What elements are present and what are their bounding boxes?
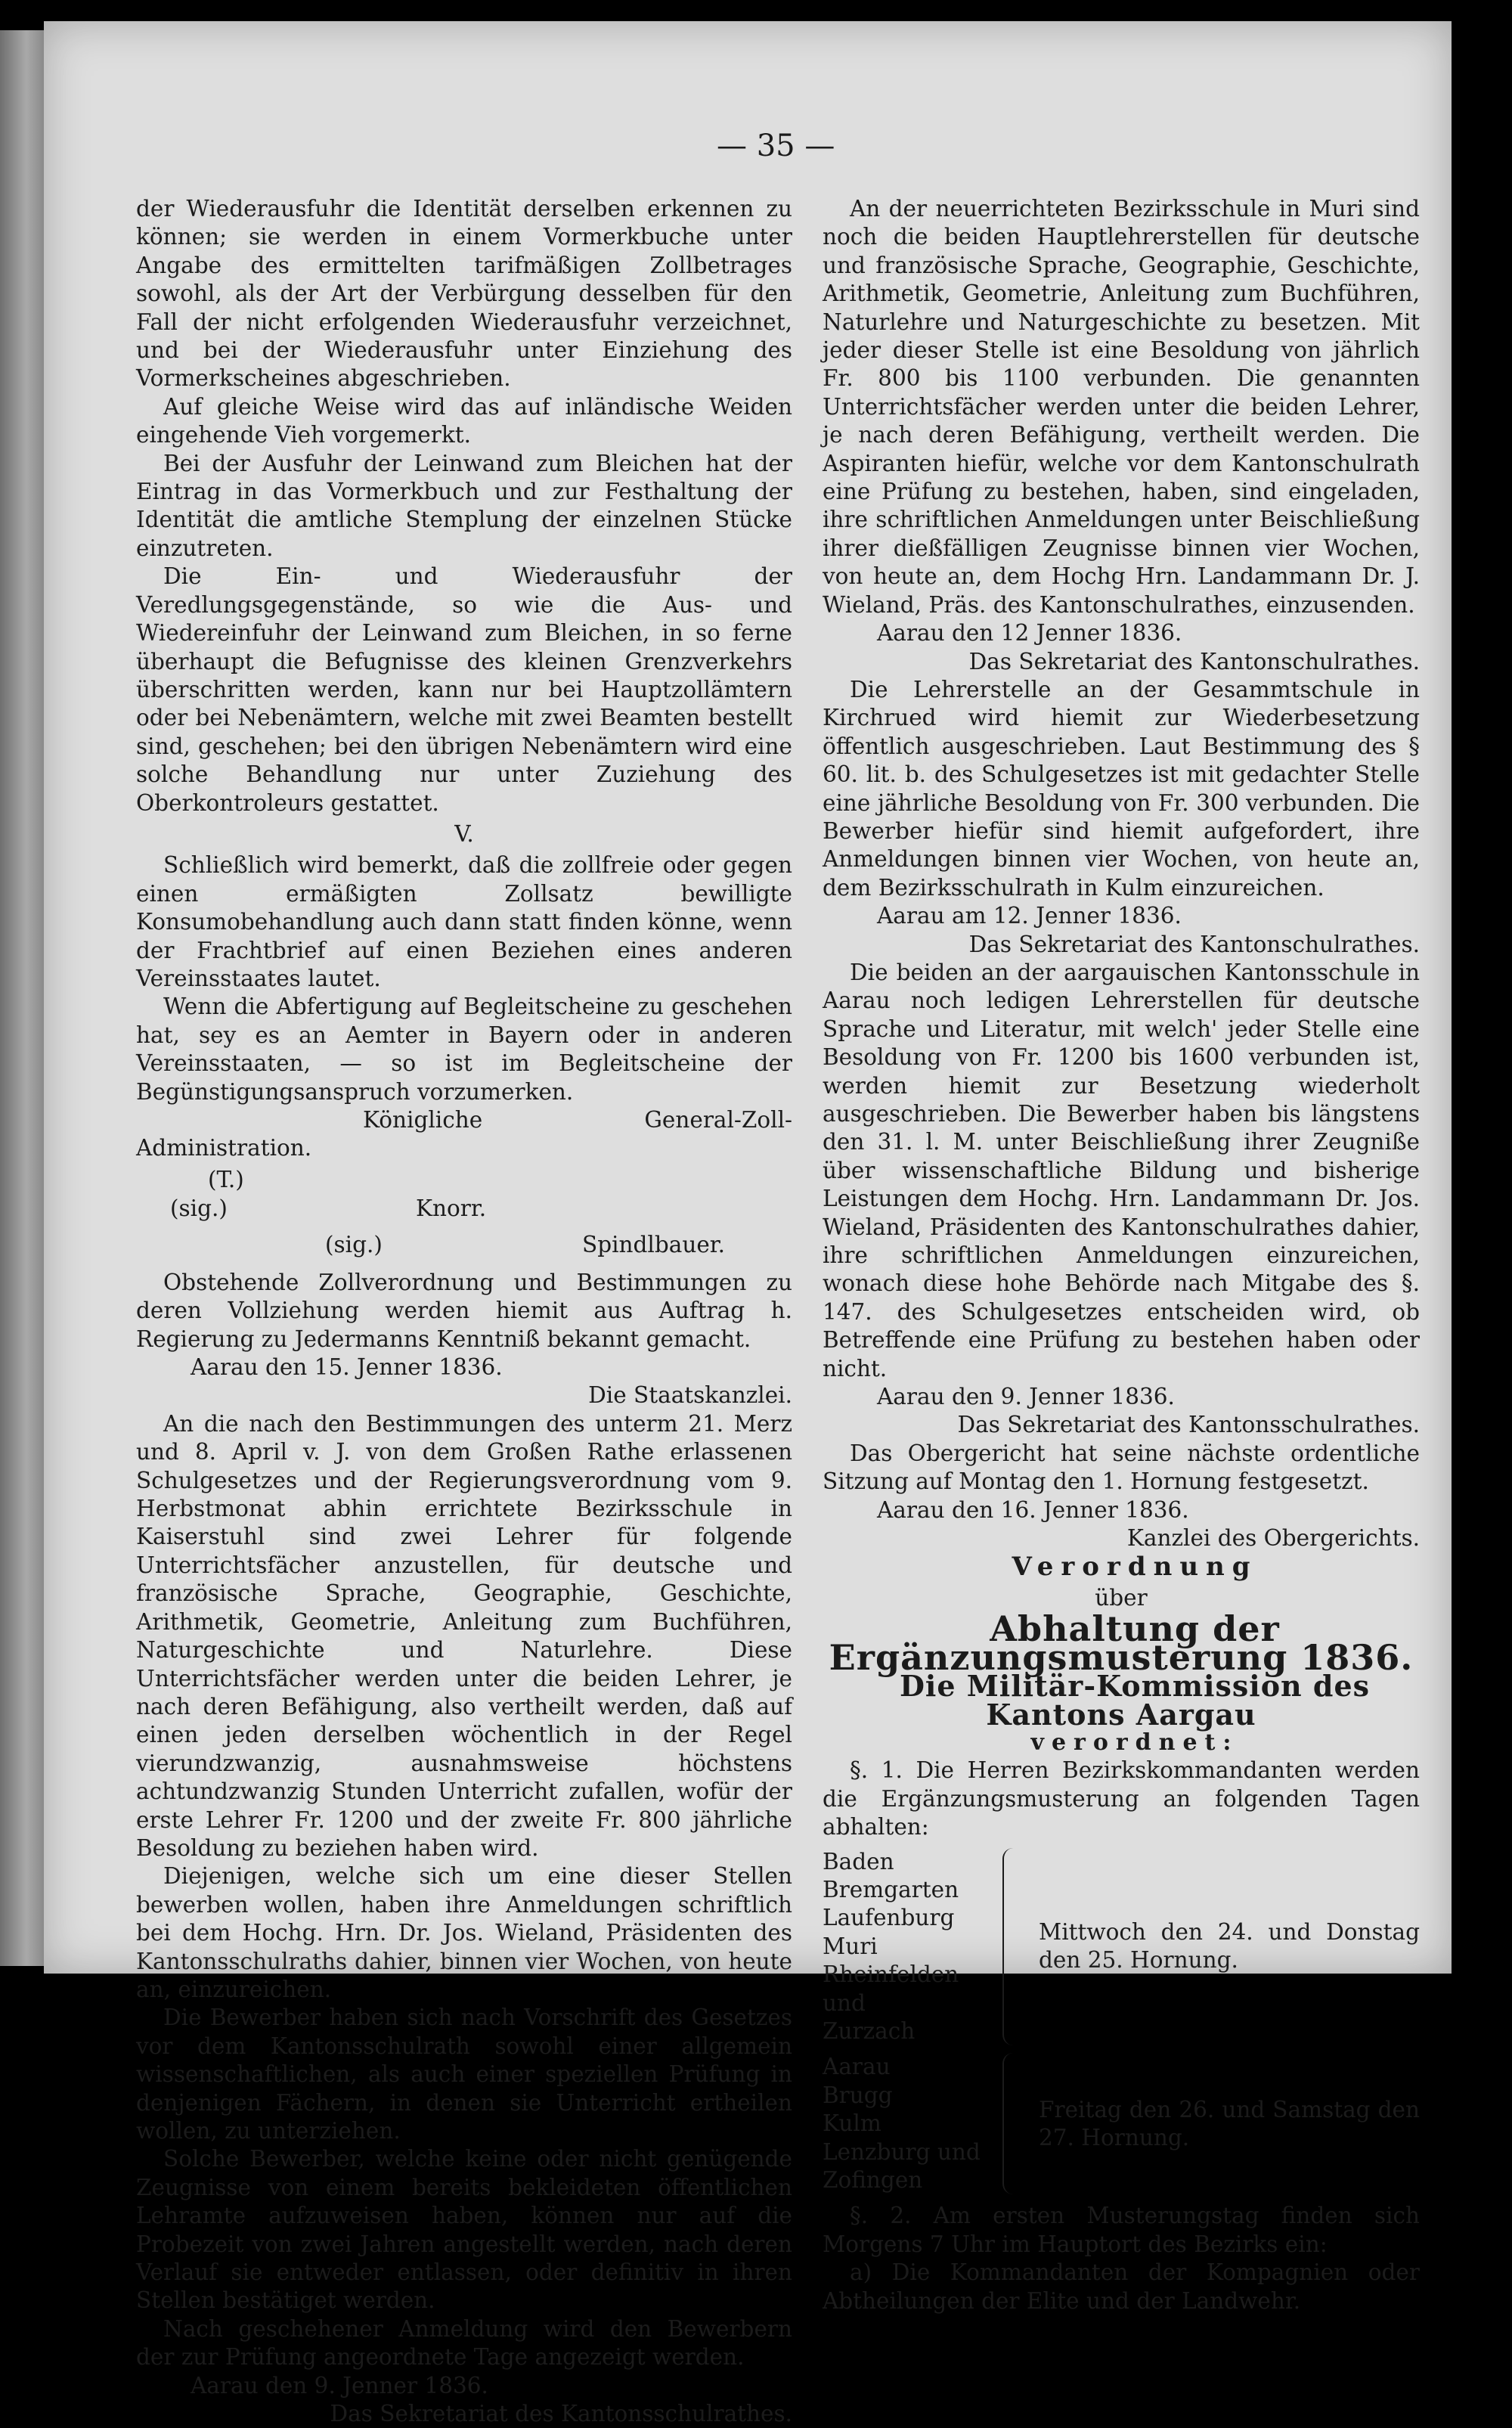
signature-line: Das Sekretariat des Kantonschulrathes. (968, 648, 1420, 674)
town-list (823, 1848, 996, 2046)
paragraph: An der neuerrichteten Bezirksschule in Muri sind noch die beiden Hauptlehrerstellen für deutsche und französische Sprache, Geographie, Geschichte, Arithmetik, Geometrie, Anleitung zum Buchführen, Naturlehre und Naturgeschichte zu besetzen. Mit jeder dieser Stelle ist eine Besoldung von jährlich Fr. 800 bis 1100 verbunden. Die genannten Unterrichtsfächer werden unter die beiden Lehrer, je nach deren Befähigung, vertheilt werden. Die Aspiranten hiefür, welche vor dem Kantonschulrath eine Prüfung zu bestehen, haben, sind eingeladen, ihre schriftlichen Anmeldungen unter Beischließung ihrer dießfälligen Zeugnisse binnen vier Wochen, von heute an, dem Hochg Hrn. Landammann Dr. J. Wieland, Präs. des Kantonschulrathes, einzusenden. (823, 196, 1420, 618)
town: Zurzach (823, 2018, 916, 2044)
administration-signature: Königliche General-Zoll-Administration. (136, 1107, 792, 1161)
paragraph: §. 2. Am ersten Musterungstag finden sich Morgens 7 Uhr im Hauptort des Bezirks ein: (823, 2203, 1420, 2257)
signature-line: Das Sekretariat des Kantonschulrathes. (968, 931, 1420, 957)
commission-heading: Die Militär-Kommission des Kantons Aargau (899, 1669, 1371, 1732)
date-line: Aarau den 9. Jenner 1836. (191, 2372, 488, 2399)
paragraph: Das Obergericht hat seine nächste ordentliche Sitzung auf Montag den 1. Hornung festgesetzt. (823, 1440, 1420, 1495)
paragraph: Wenn die Abfertigung auf Begleitscheine zu geschehen hat, sey es an Aemter in Bayern oder in anderen Vereinsstaaten, — so ist im Begleitscheine der Begünstigungsanspruch vorzumerken. (136, 994, 792, 1105)
brace (1002, 1848, 1033, 2046)
paragraph: §. 1. Die Herren Bezirkskommandanten werden die Ergänzungsmusterung an folgenden Tagen abhalten: (823, 1757, 1420, 1840)
paragraph: Die Ein- und Wiederausfuhr der Veredlungsgegenstände, so wie die Aus- und Wiedereinfuhr der Leinwand zum Bleichen, in so ferne überhaupt die Befugnisse des kleinen Grenzverkehrs überschritten werden, kann nur bei Hauptzollämtern oder bei Nebenämtern, welche mit zwei Beamten bestellt sind, geschehen; bei den übrigen Nebenämtern wird eine solche Behandlung nur unter Zuziehung des Oberkontroleurs gestattet. (136, 563, 792, 816)
town: Aarau (823, 2054, 891, 2080)
town: Bremgarten (823, 1876, 959, 1902)
paragraph: Die Lehrerstelle an der Gesammtschule in Kirchrued wird hiemit zur Wiederbesetzung öffentlich ausgeschrieben. Laut Bestimmung des § 60. lit. b. des Schulgesetzes ist mit gedachter Stelle eine jährliche Besoldung von Fr. 300 verbunden. Die Bewerber hiefür sind hiemit aufgefordert, ihre Anmeldungen binnen vier Wochen, von heute an, dem Bezirksschulrath in Kulm einzureichen. (823, 676, 1420, 901)
town: Rheinfelden und (823, 1961, 959, 2016)
town: Kulm (823, 2110, 881, 2137)
signature-line: Kanzlei des Obergerichts. (1126, 1525, 1420, 1552)
right-column (823, 195, 1420, 2315)
schedule-group-1 (823, 1848, 1420, 2046)
section-heading: V. (454, 820, 474, 847)
town: Brugg (823, 2082, 893, 2108)
paragraph: Bei der Ausfuhr der Leinwand zum Bleichen hat der Eintrag in das Vormerkbuch und zur Festhaltung der Identität die amtliche Stemplung der einzelnen Stücke einzutreten. (136, 450, 792, 561)
signature-line: Die Staatskanzlei. (588, 1382, 792, 1409)
paragraph: Obstehende Zollverordnung und Bestimmungen zu deren Vollziehung werden hiemit aus Auftrag h. Regierung zu Jedermanns Kenntniß bekannt gemacht. (136, 1269, 792, 1352)
ordinance-subheading: über (1095, 1584, 1148, 1611)
paragraph: Nach geschehener Anmeldung wird den Bewerbern der zur Prüfung angeordnete Tage angezeigt werden. (136, 2315, 792, 2371)
date-line: Aarau am 12. Jenner 1836. (877, 903, 1182, 929)
town-list (823, 2053, 996, 2194)
signature-line: Das Sekretariat des Kantonsschulrathes. (330, 2401, 792, 2427)
paragraph: Die Bewerber haben sich nach Vorschrift des Gesetzes vor dem Kantonsschulrath sowohl einer allgemein wissenschaftlichen, als auch einer speziellen Prüfung in denjenigen Fächern, in denen sie Unterricht ertheilen wollen, zu unterziehen. (136, 2005, 792, 2144)
town: Lenzburg und (823, 2138, 981, 2165)
paragraph: An die nach den Bestimmungen des unterm 21. Merz und 8. April v. J. von dem Großen Rathe erlassenen Schulgesetzes und der Regierungsverordnung vom 9. Herbstmonat abhin errichtete Bezirksschule in Kaiserstuhl sind zwei Lehrer für folgende Unterrichtsfächer anzustellen, für deutsche und französische Sprache, Geographie, Geschichte, Arithmetik, Geometrie, Anleitung zum Buchführen, Naturgeschichte und Naturlehre. Diese Unterrichtsfächer werden unter die beiden Lehrer, je nach deren Befähigung, also vertheilt werden, daß auf einen jeden derselben wöchentlich in der Regel vierundzwanzig, ausnahmsweise höchstens achtundzwanzig Stunden Unterricht zufallen, wofür der erste Lehrer Fr. 1200 und der zweite Fr. 800 jährliche Besoldung zu beziehen haben wird. (136, 1410, 792, 1861)
muster-date: Mittwoch den 24. und Donstag den 25. Hornung. (1039, 1919, 1420, 1974)
decree-word: verordnet: (1030, 1729, 1239, 1756)
brace (1002, 2053, 1033, 2194)
paragraph: Diejenigen, welche sich um eine dieser Stellen bewerben wollen, haben ihre Anmeldungen schriftlich bei dem Hochg. Hrn. Dr. Jos. Wieland, Präsidenten des Kantonsschulraths dahier, binnen vier Wochen, von heute an, einzureichen. (136, 1863, 792, 2002)
ordinance-title: Abhaltung der Ergänzungsmusterung 1836. (829, 1608, 1414, 1678)
sig-mark: (sig.) (325, 1231, 383, 1257)
town: Muri (823, 1933, 878, 1959)
town: Baden (823, 1848, 894, 1874)
document-page (44, 21, 1452, 2427)
date-line: Aarau den 16. Jenner 1836. (877, 1496, 1189, 1523)
page-number: — 35 — (717, 129, 835, 163)
paragraph: Solche Bewerber, welche keine oder nicht genügende Zeugnisse von einem bereits bekleideten öffentlichen Lehramte aufzuweisen haben, können nur auf die Probezeit von zwei Jahren angestellt werden, nach deren Verlauf sie entweder entlassen, oder definitiv in ihren Stellen bestätiget werden. (136, 2146, 792, 2314)
previous-page-edge (0, 30, 44, 1966)
date-line: Aarau den 15. Jenner 1836. (191, 1354, 503, 1381)
signature-block (136, 1163, 792, 1269)
sig-mark: (sig.) (170, 1195, 228, 1221)
signatory-name: Spindlbauer. (582, 1231, 726, 1257)
paragraph: Die beiden an der aargauischen Kantonsschule in Aarau noch ledigen Lehrerstellen für deutsche Sprache und Literatur, mit welch' jeder Stelle eine Besoldung von Fr. 1200 bis 1600 verbunden ist, werden hiemit zur Besetzung wiederholt ausgeschrieben. Die Bewerber haben bis längstens den 31. l. M. unter Beischließung ihrer Zeugniße über wissenschaftliche Bildung und bisherige Leistungen dem Hochg. Hrn. Landammann Dr. Jos. Wieland, Präsidenten des Kantonschulrathes dahier, ihre schriftlichen Anmeldungen einzureichen, wonach diese hohe Behörde nach Mitgabe des §. 147. des Schulgesetzes entscheiden wird, ob Betreffende eine Prüfung zu bestehen haben oder nicht. (823, 959, 1420, 1381)
signature-line: Das Sekretariat des Kantonsschulrathes. (957, 1412, 1420, 1438)
town: Zofingen (823, 2167, 923, 2194)
date-line: Aarau den 9. Jenner 1836. (877, 1384, 1175, 1410)
paragraph: der Wiederausfuhr die Identität derselben erkennen zu können; sie werden in einem Vormerkbuche unter Angabe des ermittelten tarifmäßigen Zollbetrages sowohl, als der Art der Verbürgung desselben für den Fall der nicht erfolgenden Wiederausfuhr verzeichnet, und bei der Wiederausfuhr unter Einziehung des Vormerkscheines abgeschrieben. (136, 196, 792, 392)
signatory-name: Knorr. (416, 1195, 487, 1221)
paragraph: Auf gleiche Weise wird das auf inländische Weiden eingehende Vieh vorgemerkt. (136, 393, 792, 448)
schedule-group-2 (823, 2053, 1420, 2194)
left-column (136, 195, 792, 2428)
town: Laufenburg (823, 1905, 955, 1931)
list-item: a) Die Kommandanten der Kompagnien oder Abtheilungen der Elite und der Landwehr. (823, 2259, 1420, 2314)
date-line: Aarau den 12 Jenner 1836. (877, 620, 1182, 647)
muster-date: Freitag den 26. und Samstag den 27. Hornung. (1039, 2096, 1420, 2150)
seal-mark: (T.) (208, 1166, 244, 1192)
ordinance-heading: Verordnung (1012, 1551, 1258, 1582)
paragraph: Schließlich wird bemerkt, daß die zollfreie oder gegen einen ermäßigten Zollsatz bewilligte Konsumobehandlung auch dann statt finden könne, wenn der Frachtbrief auf einen Beziehen eines anderen Vereinsstaates lautet. (136, 852, 792, 991)
